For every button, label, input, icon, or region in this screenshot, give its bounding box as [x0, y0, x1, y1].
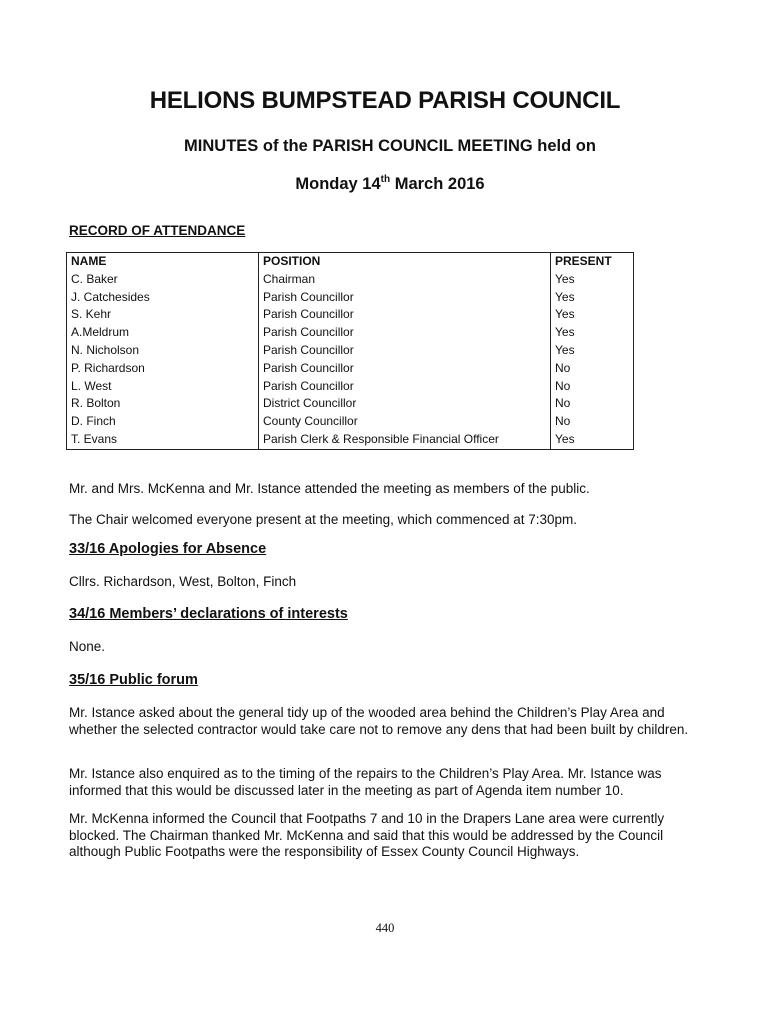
public-attendance-note: Mr. and Mrs. McKenna and Mr. Istance attended the meeting as members of the public. — [69, 481, 590, 496]
meeting-date-rest: March 2016 — [390, 175, 485, 193]
attendee-present: No — [551, 378, 634, 396]
attendee-position: Parish Councillor — [259, 342, 551, 360]
attendee-present: Yes — [551, 306, 634, 324]
interests-heading: 34/16 Members’ declarations of interests — [69, 606, 348, 622]
attendee-name: C. Baker — [67, 271, 259, 289]
meeting-date-ordinal: th — [380, 174, 391, 185]
attendance-table — [66, 252, 634, 450]
attendee-name: D. Finch — [67, 413, 259, 431]
council-title: HELIONS BUMPSTEAD PARISH COUNCIL — [149, 87, 621, 114]
meeting-date — [0, 175, 770, 194]
attendee-name: L. West — [67, 378, 259, 396]
public-forum-heading: 35/16 Public forum — [69, 672, 198, 688]
table-row — [67, 413, 634, 431]
apologies-heading: 33/16 Apologies for Absence — [69, 541, 267, 557]
table-row — [67, 395, 634, 413]
table-row — [67, 431, 634, 449]
attendee-position: Parish Clerk & Responsible Financial Officer — [259, 431, 551, 449]
attendee-name: A.Meldrum — [67, 324, 259, 342]
table-row — [67, 271, 634, 289]
attendee-present: No — [551, 413, 634, 431]
table-row — [67, 306, 634, 324]
attendee-present: No — [551, 360, 634, 378]
attendee-present: Yes — [551, 271, 634, 289]
public-forum-paragraph: Mr. Istance also enquired as to the timing of the repairs to the Children’s Play Area. Mr. Istance was informed that this would be discussed later in the meeting as part of Agenda item number 10. — [69, 766, 662, 798]
meeting-date-day: Monday 14 — [295, 175, 381, 193]
chair-welcome-note: The Chair welcomed everyone present at the meeting, which commenced at 7:30pm. — [69, 512, 578, 527]
public-forum-paragraph: Mr. McKenna informed the Council that Footpaths 7 and 10 in the Drapers Lane area were currently blocked. The Chairman thanked Mr. McKenna and said that this would be addressed by the Council although Public Footpaths were the responsibility of Essex County Council Highways. — [69, 811, 665, 859]
attendee-position: Parish Councillor — [259, 289, 551, 307]
attendee-position: County Councillor — [259, 413, 551, 431]
page-number: 440 — [375, 921, 395, 935]
column-header-present: PRESENT — [551, 253, 634, 271]
attendee-present: Yes — [551, 342, 634, 360]
attendee-position: Parish Councillor — [259, 378, 551, 396]
attendance-heading: RECORD OF ATTENDANCE — [69, 223, 246, 238]
attendee-position: District Councillor — [259, 395, 551, 413]
attendee-present: Yes — [551, 289, 634, 307]
attendee-name: T. Evans — [67, 431, 259, 449]
attendee-name: R. Bolton — [67, 395, 259, 413]
table-row — [67, 289, 634, 307]
attendance-header-row — [67, 253, 634, 271]
table-row — [67, 378, 634, 396]
attendee-position: Chairman — [259, 271, 551, 289]
attendee-name: P. Richardson — [67, 360, 259, 378]
column-header-name: NAME — [67, 253, 259, 271]
table-row — [67, 342, 634, 360]
column-header-position: POSITION — [259, 253, 551, 271]
public-forum-paragraph: Mr. Istance asked about the general tidy up of the wooded area behind the Children’s Play Area and whether the selected contractor would take care not to remove any dens that had been built by children. — [69, 705, 689, 737]
attendee-name: N. Nicholson — [67, 342, 259, 360]
table-row — [67, 360, 634, 378]
attendee-present: Yes — [551, 431, 634, 449]
table-row — [67, 324, 634, 342]
attendee-position: Parish Councillor — [259, 324, 551, 342]
attendee-present: No — [551, 395, 634, 413]
attendee-name: J. Catchesides — [67, 289, 259, 307]
interests-body: None. — [69, 639, 106, 654]
attendee-position: Parish Councillor — [259, 306, 551, 324]
apologies-body: Cllrs. Richardson, West, Bolton, Finch — [69, 574, 297, 589]
attendee-position: Parish Councillor — [259, 360, 551, 378]
minutes-subtitle: MINUTES of the PARISH COUNCIL MEETING held on — [184, 137, 596, 155]
attendee-present: Yes — [551, 324, 634, 342]
attendee-name: S. Kehr — [67, 306, 259, 324]
